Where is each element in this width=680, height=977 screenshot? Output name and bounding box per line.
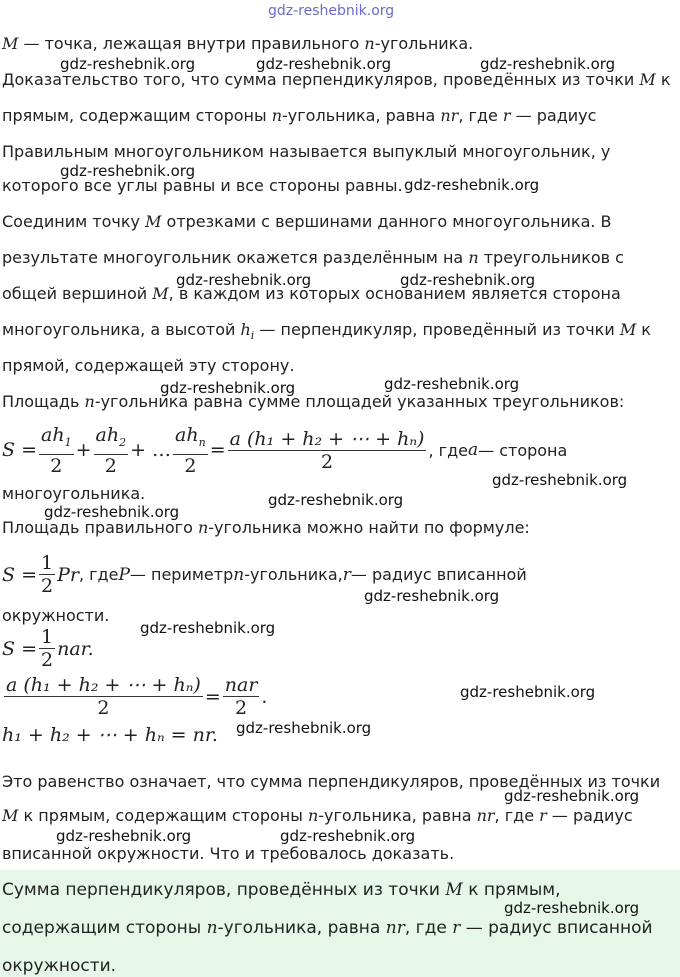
watermark: gdz-reshebnik.org [140, 619, 276, 637]
fraction: $\frac{1}{2}$ [41, 552, 54, 597]
fraction: $\frac{1}{2}$ [41, 626, 54, 671]
text-line-11: Площадь n-угольника равна сумме площадей указанных треугольников: [2, 392, 625, 411]
text-line-1: M — точка, лежащая внутри правильного n-угольника. [2, 34, 474, 53]
watermark: gdz-reshebnik.org [404, 176, 540, 194]
text-line-4: Правильным многоугольником называется выпуклый многоугольник, у [2, 142, 611, 161]
watermark: gdz-reshebnik.org [176, 271, 312, 289]
watermark: gdz-reshebnik.org [56, 827, 192, 845]
text-line-14: окружности. [2, 606, 110, 625]
watermark: gdz-reshebnik.org [400, 271, 536, 289]
text-line-3: прямым, содержащим стороны n-угольника, равна nr, где r — радиус [2, 106, 597, 125]
watermark: gdz-reshebnik.org [492, 471, 628, 489]
text-line-17: вписанной окружности. Что и требовалось доказать. [2, 844, 455, 863]
text-line-5: которого все углы равны и все стороны равны. [2, 176, 403, 195]
watermark: gdz-reshebnik.org [480, 55, 616, 73]
answer-line-2: содержащим стороны n-угольника, равна nr, где r — радиус вписанной [2, 918, 653, 938]
watermark: gdz-reshebnik.org [60, 162, 196, 180]
fraction: $\frac{ah_2}{2}$ [95, 424, 127, 477]
watermark: gdz-reshebnik.org [364, 587, 500, 605]
watermark: gdz-reshebnik.org [60, 55, 196, 73]
area-sum-formula: S = $\frac{ah_1}{2}$ + $\frac{ah_2}{2}$ + … $\frac{ah_n}{2}$ = $\frac{\text{a (h₁ + h₂ + ⋯ + hₙ)}}{2}$ , где a — сторона [2, 424, 568, 477]
fraction: $\frac{\text{a (h₁ + h₂ + ⋯ + hₙ)}}{2}$ [6, 674, 201, 719]
text-line-2: Доказательство того, что сумма перпендикуляров, проведённых из точки M к [2, 70, 671, 89]
fraction: $\frac{ah_1}{2}$ [41, 424, 72, 477]
watermark: gdz-reshebnik.org [236, 719, 372, 737]
watermark-top[interactable]: gdz-reshebnik.org [268, 3, 395, 19]
watermark: gdz-reshebnik.org [44, 503, 180, 521]
text-line-12: многоугольника. [2, 484, 146, 503]
sum-heights-formula: h₁ + h₂ + ⋯ + hₙ = nr. [2, 724, 218, 746]
fraction: $\frac{ah_n}{2}$ [175, 424, 206, 477]
text-line-9: многоугольника, а высотой $h_i$ — перпендикуляр, проведённый из точки M к [2, 320, 651, 343]
watermark: gdz-reshebnik.org [256, 55, 392, 73]
watermark: gdz-reshebnik.org [280, 827, 416, 845]
watermark: gdz-reshebnik.org [384, 375, 520, 393]
watermark: gdz-reshebnik.org [160, 379, 296, 397]
text-line-6: Соединим точку M отрезками с вершинами данного многоугольника. В [2, 212, 612, 231]
watermark: gdz-reshebnik.org [504, 899, 640, 917]
text-line-7: результате многоугольник окажется разделённым на n треугольников с [2, 248, 624, 267]
fraction: $\frac{\text{a (h₁ + h₂ + ⋯ + hₙ)}}{2}$ [229, 427, 425, 473]
watermark: gdz-reshebnik.org [460, 683, 596, 701]
area-nar-formula: S = $\frac{1}{2}$ nar. [2, 626, 94, 671]
answer-line-1: Сумма перпендикуляров, проведённых из точки M к прямым, [2, 880, 561, 900]
text-line-10: прямой, содержащей эту сторону. [2, 356, 295, 375]
text-line-15: Это равенство означает, что сумма перпендикуляров, проведённых из точки [2, 772, 661, 791]
text-line-16: M к прямым, содержащим стороны n-угольника, равна nr, где r — радиус [2, 806, 633, 825]
text-line-8: общей вершиной M, в каждом из которых основанием является сторона [2, 284, 621, 303]
fraction: $\frac{\text{nar}}{2}$ [224, 674, 258, 719]
watermark: gdz-reshebnik.org [268, 491, 404, 509]
text-line-13: Площадь правильного n-угольника можно найти по формуле: [2, 518, 530, 537]
regular-polygon-area-formula: S = $\frac{1}{2}$ Pr , где P — периметр n -угольника, r — радиус вписанной [2, 552, 527, 597]
watermark: gdz-reshebnik.org [504, 787, 640, 805]
equality-formula: $\frac{\text{a (h₁ + h₂ + ⋯ + hₙ)}}{2}$ = $\frac{\text{nar}}{2}$ . [6, 674, 268, 719]
answer-line-3: окружности. [2, 956, 117, 976]
